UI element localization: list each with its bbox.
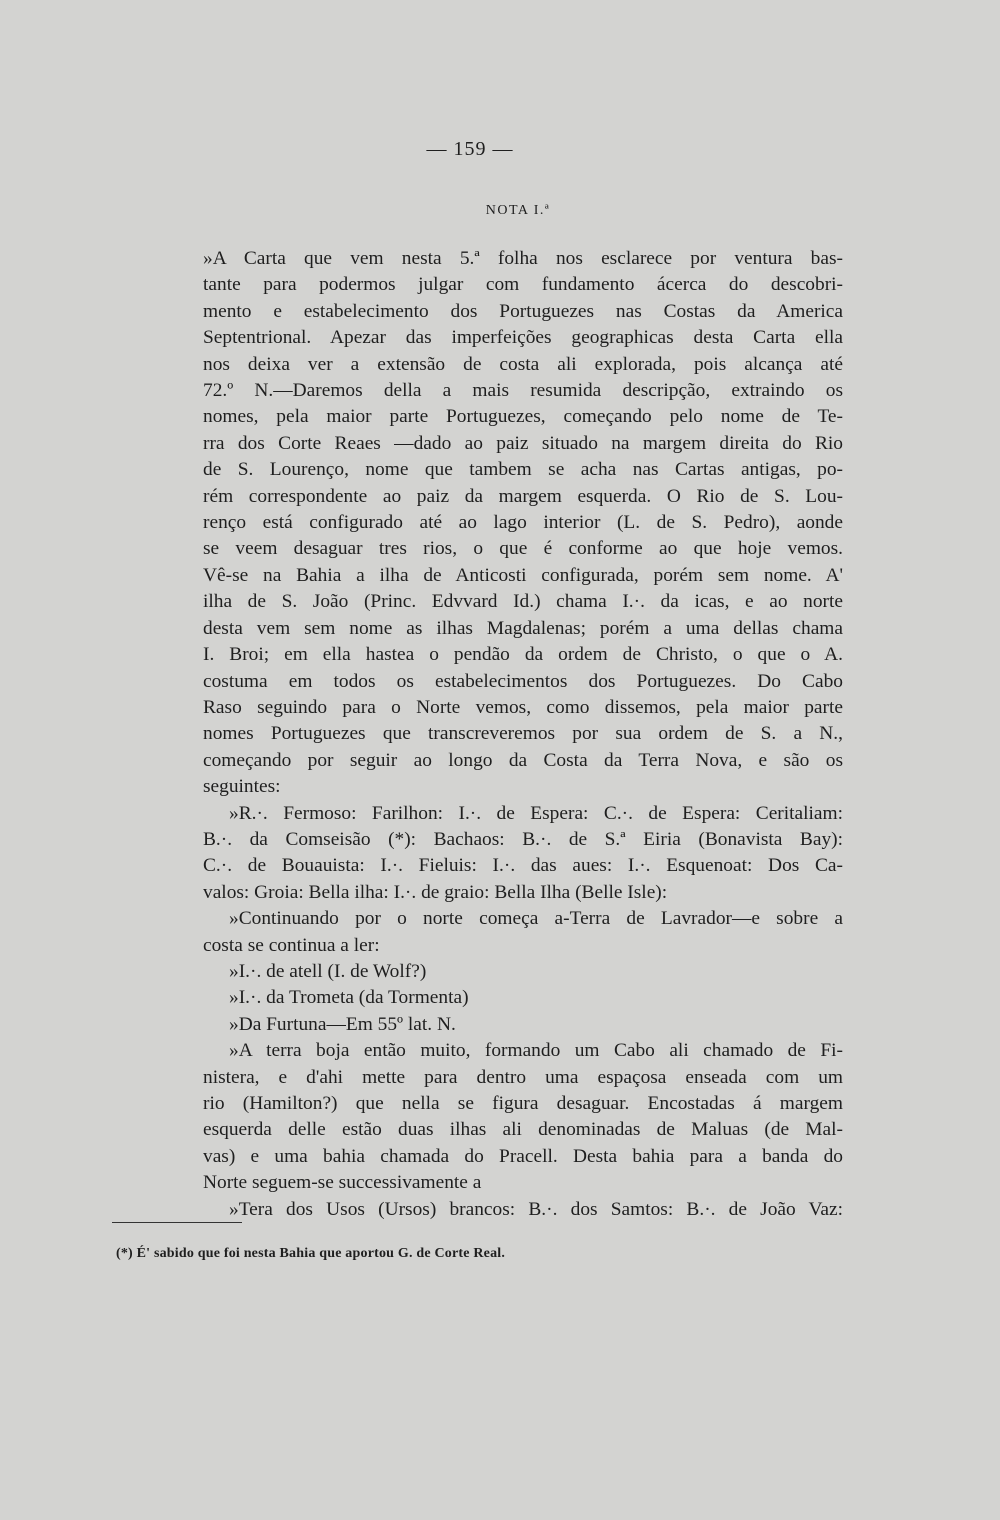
text-line: valos: Groia: Bella ilha: I.·. de graio: Bella Ilha (Belle Isle): [203, 881, 668, 903]
text-line: »A terra boja então muito, formando um Cabo ali chamado de Fi- [229, 1040, 843, 1062]
text-line: 72.º N.—Daremos della a mais resumida descripção, extraindo os [203, 380, 843, 402]
text-line: »Continuando por o norte começa a-Terra de Lavrador—e sobre a [229, 908, 843, 930]
text-line: nistera, e d'ahi mette para dentro uma espaçosa enseada com um [203, 1066, 843, 1088]
list-item: »I.·. da Trometa (da Tormenta) [229, 987, 469, 1009]
text-line: rra dos Corte Reaes —dado ao paiz situado na margem direita do Rio [203, 432, 843, 454]
paragraph-finistera [203, 1038, 843, 1196]
text-line: Raso seguindo para o Norte vemos, como dissemos, pela maior parte [203, 696, 843, 718]
text-line: B.·. da Comseisão (*): Bachaos: B.·. de S.ª Eiria (Bonavista Bay): [203, 828, 843, 850]
text-line: mento e estabelecimento dos Portuguezes nas Costas da America [203, 300, 843, 322]
text-line: seguintes: [203, 776, 281, 798]
list-item: »I.·. de atell (I. de Wolf?) [229, 960, 427, 982]
text-line: Vê-se na Bahia a ilha de Anticosti configurada, porém sem nome. A' [203, 564, 843, 586]
text-line: esquerda delle estão duas ilhas ali denominadas de Maluas (de Mal- [203, 1119, 843, 1141]
text-line: nos deixa ver a extensão de costa ali explorada, pois alcança até [203, 353, 843, 375]
paragraph-intro [203, 246, 843, 801]
text-line: de S. Lourenço, nome que tambem se acha nas Cartas antigas, po- [203, 459, 843, 481]
text-line: se veem desaguar tres rios, o que é conforme ao que hoje vemos. [203, 538, 843, 560]
note-title: NOTA I.ª [485, 203, 551, 218]
text-line: »A Carta que vem nesta 5.ª folha nos esclarece por ventura bas- [203, 248, 843, 269]
text-line: Septentrional. Apezar das imperfeições geographicas desta Carta ella [203, 327, 843, 349]
paragraph-names-list [203, 801, 843, 907]
text-line: C.·. de Bouauista: I.·. Fieluis: I.·. das aues: I.·. Esquenoat: Dos Ca- [203, 855, 843, 877]
text-line: renço está configurado até ao lago interior (L. de S. Pedro), aonde [203, 512, 843, 534]
text-line: rio (Hamilton?) que nella se figura desaguar. Encostadas á margem [203, 1093, 843, 1114]
text-line: vas) e uma bahia chamada do Pracell. Desta bahia para a banda do [203, 1145, 843, 1167]
text-line: Norte seguem-se successivamente a [203, 1172, 482, 1194]
text-line: »Tera dos Usos (Ursos) brancos: B.·. dos Samtos: B.·. de João Vaz: [229, 1198, 843, 1220]
paragraph-lavrador [203, 906, 843, 959]
text-line: desta vem sem nome as ilhas Magdalenas; porém a uma dellas chama [203, 617, 843, 639]
text-line: ilha de S. João (Princ. Edvvard Id.) chama I.·. da icas, e ao norte [203, 591, 843, 613]
text-line: I. Broi; em ella hastea o pendão da ordem de Christo, o que o A. [203, 644, 843, 666]
list-item: »Da Furtuna—Em 55º lat. N. [229, 1013, 456, 1035]
text-line: costuma em todos os estabelecimentos dos Portuguezes. Do Cabo [203, 670, 843, 692]
text-line: começando por seguir ao longo da Costa da Terra Nova, e são os [203, 749, 843, 771]
footnote-divider [112, 1222, 242, 1223]
text-line: »R.·. Fermoso: Farilhon: I.·. de Espera: C.·. de Espera: Ceritaliam: [229, 802, 843, 824]
text-line: nomes, pela maior parte Portuguezes, começando pelo nome de Te- [203, 406, 843, 428]
text-line: tante para podermos julgar com fundamento ácerca do descobri- [203, 274, 843, 296]
text-line: nomes Portuguezes que transcreveremos por sua ordem de S. a N., [203, 723, 843, 745]
text-line: rém correspondente ao paiz da margem esquerda. O Rio de S. Lou- [203, 485, 843, 507]
footnote: (*) É' sabido que foi nesta Bahia que aportou G. de Corte Real. [116, 1246, 506, 1261]
page-number: — 159 — [426, 138, 514, 160]
body-text [203, 246, 843, 1223]
text-line: costa se continua a ler: [203, 934, 380, 956]
